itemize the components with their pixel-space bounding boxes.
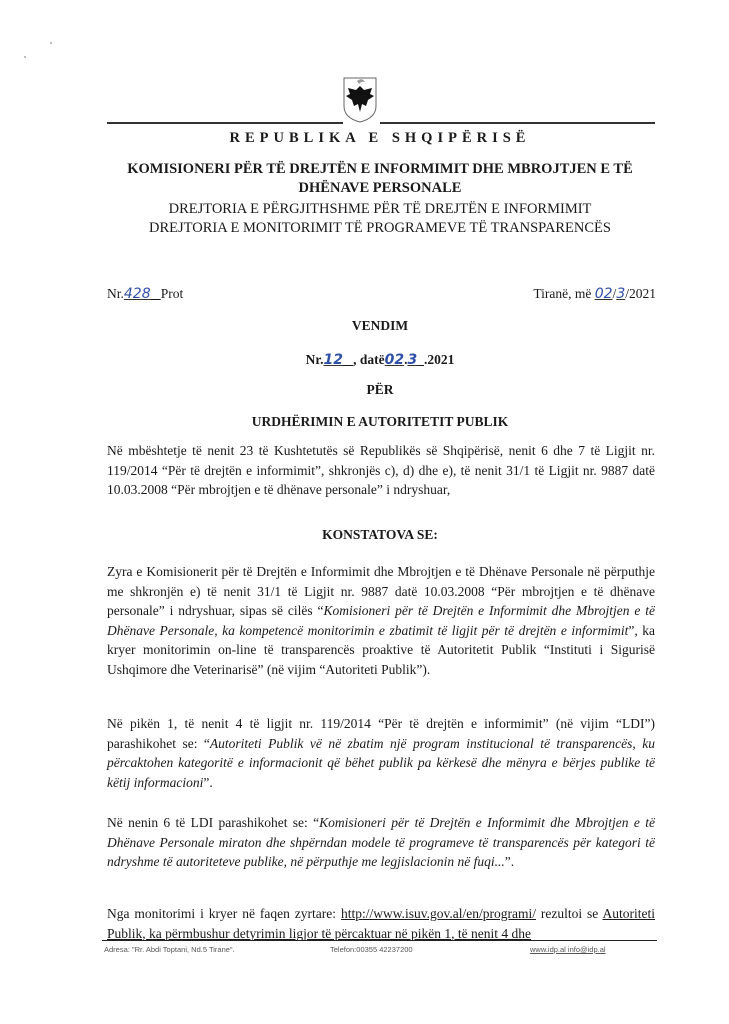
republic-title: REPUBLIKA E SHQIPËRISË	[229, 130, 531, 146]
text: Autoriteti Publik, ka përmbushur detyrimin ligjor të përcaktuar në pikën 1, të nenit 4 dhe	[107, 906, 655, 941]
directorate-general: DREJTORIA E PËRGJITHSHME PËR TË DREJTËN E INFORMIMIT	[168, 201, 592, 217]
decision-month-handwritten: 3	[407, 352, 418, 368]
footer-phone: Telefon:00355 42237200	[330, 945, 413, 954]
quote: Komisioneri për të Drejtën e Informimit dhe Mbrojtjen e të Dhënave Personale miraton dhe shpërndan modele të programeve të transparencës për kategori të ndryshme të autoriteteve publike, në përputhje me legjislacionin në fuqi...	[107, 815, 655, 869]
place-label: Tiranë, më	[533, 286, 592, 301]
footer-web[interactable]: www.idp.al info@idp.al	[530, 945, 606, 954]
text: Në nenin 6 të LDI parashikohet se: “	[107, 815, 320, 830]
text: Në pikën 1, të nenit 4 të ligjit nr. 119/2014 “Për të drejtën e informimit” (në vijim “LDI”) parashikohet se: “	[107, 716, 655, 751]
text: ”.	[203, 774, 213, 790]
protocol-number	[107, 286, 183, 302]
footer-rule	[102, 940, 657, 941]
organization-name	[100, 160, 660, 198]
decision-title: VENDIM	[351, 318, 409, 333]
text: rezultoi se	[535, 906, 603, 921]
organization-line-2: DHËNAVE PERSONALE	[298, 180, 462, 196]
decision-day-handwritten: 02	[384, 352, 405, 368]
text: Nga monitorimi i kryer në faqen zyrtare:	[107, 906, 341, 921]
protocol-nr-label: Nr.	[107, 286, 124, 301]
findings-heading: KONSTATOVA SE:	[322, 527, 438, 542]
place-date: Tiranë, më 02/3/2021	[533, 286, 656, 302]
program-link[interactable]: http://www.isuv.gov.al/en/programi/	[340, 906, 536, 921]
organization-line-1: KOMISIONERI PËR TË DREJTËN E INFORMIMIT DHE MBROJTJEN E TË	[127, 161, 633, 177]
text: ”, ka kryer monitorimin on-line të transparencës proaktive të Autoritetit Publik “Instituti i Sigurisë Ushqimore dhe Veterinarisë” (në vijim “Autoriteti Publik”).	[107, 622, 656, 677]
decision-number: Nr.12 , datë02.3 .2021	[305, 352, 455, 368]
date-day-handwritten: 02	[594, 286, 613, 302]
findings-paragraph-4	[107, 904, 655, 943]
decision-for: PËR	[366, 382, 394, 397]
date-year: /2021	[625, 286, 656, 301]
protocol-nr-handwritten: 428	[123, 286, 151, 302]
decision-nr-label: Nr.	[305, 352, 324, 367]
scan-speck	[50, 42, 52, 44]
decision-nr-handwritten: 12	[323, 352, 343, 368]
date-month-handwritten: 3	[616, 286, 626, 302]
findings-paragraph-2	[107, 714, 655, 792]
scan-speck	[24, 56, 26, 58]
text: ”.	[504, 854, 515, 869]
text: Zyra e Komisionerit për të Drejtën e Informimit dhe Mbrojtjen e të Dhënave Personale në përputhje me shkronjën e) të nenit 31/1 të Ligjit nr. 9887 datë 10.03.2008 “Për mbrojtjen e të dhënave personale” i ndryshuar, sipas së cilës “	[107, 564, 655, 618]
directorates	[100, 200, 660, 238]
decision-subject: URDHËRIMIN E AUTORITETIT PUBLIK	[251, 414, 509, 429]
protocol-prot-label: Prot	[160, 286, 184, 301]
quote: Autoriteti Publik vë në zbatim një program institucional të transparencës, ku përcaktohen kategoritë e informacionit që bëhet publik pa kërkesë dhe mënyra e bërjes publike të këtij informacioni	[107, 735, 655, 790]
header-rule-left	[107, 122, 343, 124]
quote: Komisioneri për të Drejtën e Informimit dhe Mbrojtjen e të Dhënave Personale, ka kompetencë monitorimin e zbatimit të ligjit për të drejtën e informimit	[107, 603, 655, 638]
findings-paragraph-1	[107, 562, 655, 679]
decision-date-label: , datë	[353, 352, 385, 367]
footer-address: Adresa: "Rr. Abdi Toptani, Nd.5 Tirane".	[104, 945, 235, 954]
albanian-eagle-emblem-icon	[340, 72, 380, 124]
decision-year: .2021	[423, 352, 455, 367]
findings-paragraph-3	[107, 813, 655, 872]
legal-basis-paragraph: Në mbështetje të nenit 23 të Kushtetutës së Republikës së Shqipërisë, nenit 6 dhe 7 të Ligjit nr. 119/2014 “Për të drejtën e informimit”, shkronjës c), d) dhe e), të nenit 31/1 të Ligjit nr. 9887 datë 10.03.2008 “Për mbrojtjen e të dhënave personale” i ndryshuar,	[107, 443, 655, 497]
directorate-monitoring: DREJTORIA E MONITORIMIT TË PROGRAMEVE TË TRANSPARENCËS	[149, 220, 611, 236]
header-rule-right	[380, 122, 655, 124]
